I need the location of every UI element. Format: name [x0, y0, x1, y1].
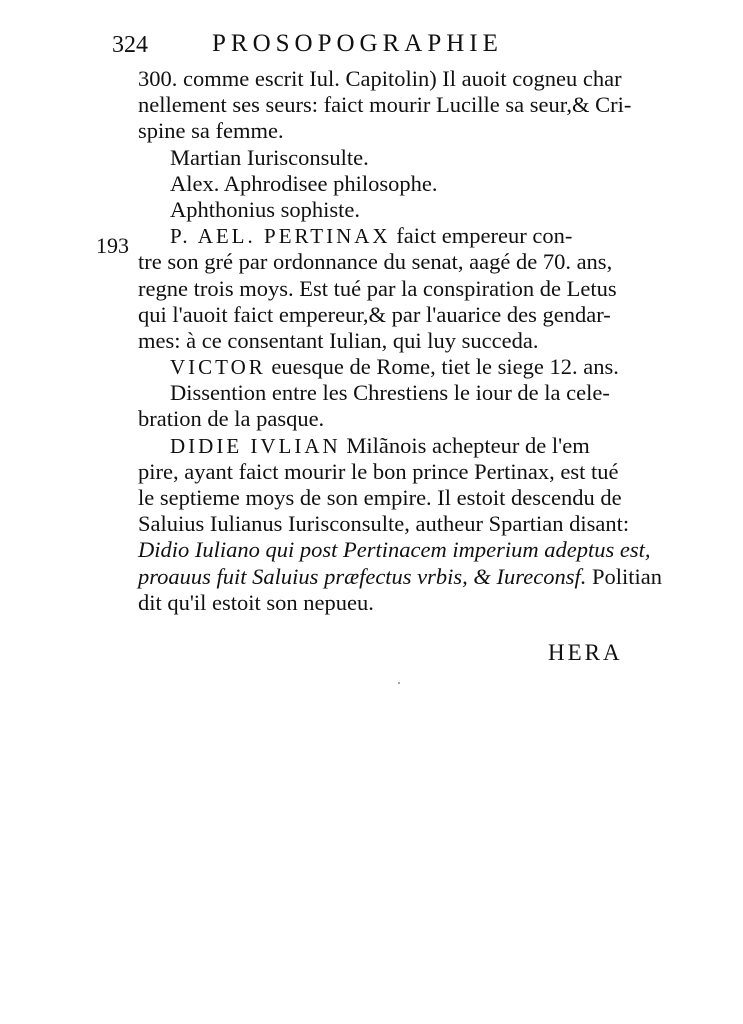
text-line: Martian Iurisconsulte.: [170, 144, 369, 170]
didie-entry-first-line: [138, 433, 638, 459]
text-line: regne trois moys. Est tué par la conspiration de Letus: [138, 275, 617, 301]
victor-name: VICTOR: [170, 355, 266, 380]
victor-entry: [138, 354, 638, 380]
catchword: HERA: [548, 640, 623, 665]
text-line: bration de la pasque.: [138, 406, 325, 432]
page-number: 324: [112, 32, 148, 58]
body-text: [138, 66, 662, 616]
text-line: pire, ayant faict mourir le bon prince Pertinax, est tué: [138, 458, 619, 484]
text-line: nellement ses seurs: faict mourir Lucille sa seur,& Cri-: [138, 92, 632, 118]
pertinax-entry-first-line: [138, 223, 638, 249]
latin-quote-line-mixed: [138, 563, 662, 590]
pertinax-line1-rest: faict empereur con-: [396, 223, 573, 249]
text-line: dit qu'il estoit son nepueu.: [138, 589, 374, 615]
text-line: qui l'auoit faict empereur,& par l'auarice des gendar-: [138, 301, 611, 327]
text-line: mes: à ce consentant Iulian, qui luy succeda.: [138, 327, 539, 353]
running-head: [112, 28, 632, 62]
didie-line1-rest: Milãnois achepteur de l'em: [346, 432, 590, 458]
print-speck: [398, 682, 400, 684]
politian-text: Politian: [591, 563, 662, 589]
text-line: Dissention entre les Chrestiens le iour de la cele-: [170, 380, 610, 406]
victor-rest: euesque de Rome, tiet le siege 12. ans.: [271, 354, 619, 380]
running-title: PROSOPOGRAPHIE: [212, 30, 503, 57]
text-line: Aphthonius sophiste.: [170, 196, 361, 222]
latin-quote-fragment: proauus fuit Saluius præfectus vrbis, & Iureconsf.: [138, 563, 587, 589]
text-line: Saluius Iulianus Iurisconsulte, autheur Spartian disant:: [138, 511, 630, 537]
latin-quote-line: Didio Iuliano qui post Pertinacem imperium adeptus est,: [138, 537, 651, 563]
text-line: spine sa femme.: [138, 118, 284, 144]
didie-name: DIDIE IVLIAN: [170, 433, 341, 458]
text-line: Alex. Aphrodisee philosophe.: [170, 170, 438, 196]
text-line: 300. comme escrit Iul. Capitolin) Il auoit cogneu char: [138, 66, 622, 91]
text-line: tre son gré par ordonnance du senat, aagé de 70. ans,: [138, 249, 613, 275]
pertinax-name: P. AEL. PERTINAX: [170, 224, 391, 249]
text-line: le septieme moys de son empire. Il estoit descendu de: [138, 485, 622, 510]
margin-year-note: 193: [96, 233, 129, 258]
